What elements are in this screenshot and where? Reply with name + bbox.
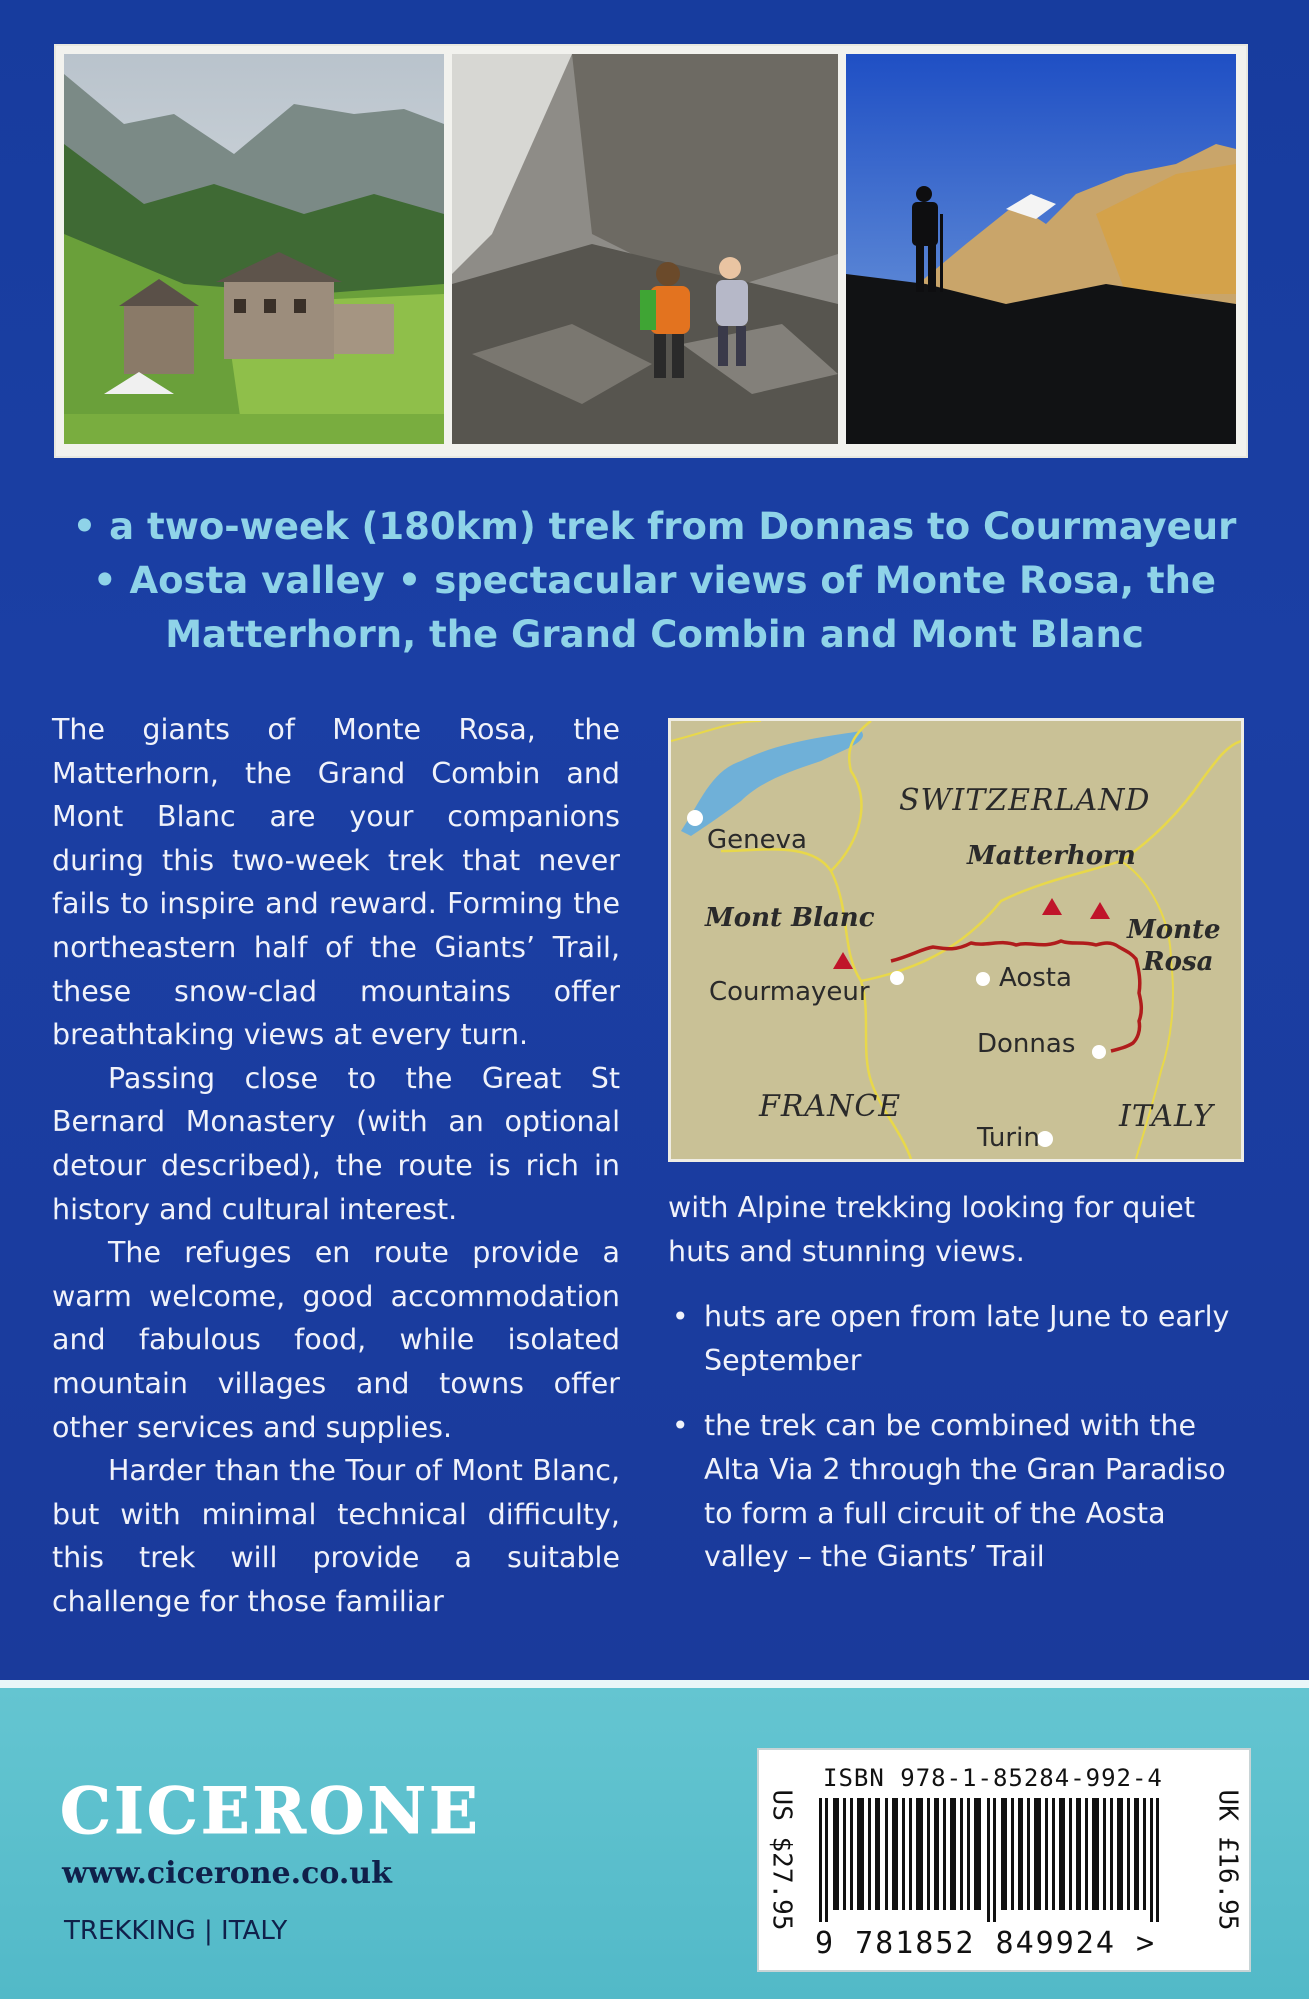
publisher-website[interactable]: www.cicerone.co.uk <box>62 1856 392 1891</box>
label-aosta: Aosta <box>999 963 1072 993</box>
facts-list <box>668 1295 1248 1579</box>
photo-strip <box>54 44 1248 458</box>
matterhorn-marker <box>1042 898 1062 915</box>
label-turin: Turin <box>977 1123 1040 1153</box>
aosta-dot <box>976 972 990 986</box>
label-monte-rosa-2: Rosa <box>1143 947 1214 977</box>
description-paragraph-2: Passing close to the Great St Bernard Monastery (with an optional detour described), the route is rich in history and cultural interest. <box>52 1061 620 1226</box>
price-us-panel <box>759 1750 803 1970</box>
barcode-panel <box>757 1748 1251 1972</box>
price-uk-panel <box>1205 1750 1249 1970</box>
geneva-dot <box>687 810 703 826</box>
fact-text: the trek can be combined with the Alta Via 2 through the Gran Paradiso to form a full circuit of the Aosta valley – the Giants’ Trail <box>704 1409 1226 1574</box>
label-courmayeur: Courmayeur <box>709 977 870 1007</box>
courmayeur-dot <box>890 971 904 985</box>
category-label: TREKKING | ITALY <box>64 1916 288 1946</box>
fact-item <box>668 1295 1248 1382</box>
label-switzerland: SWITZERLAND <box>899 783 1151 818</box>
hiker-silhouette-photo <box>846 54 1236 444</box>
fact-item <box>668 1404 1248 1578</box>
price-uk: UK £16.95 <box>1212 1789 1243 1931</box>
fact-text: huts are open from late June to early September <box>704 1300 1230 1377</box>
label-geneva: Geneva <box>707 825 807 855</box>
alpine-village-photo <box>64 54 444 444</box>
lake-geneva <box>681 731 863 836</box>
highlights-block <box>40 500 1269 662</box>
description-paragraph-3: The refuges en route provide a warm welcome, good accommodation and fabulous food, while isolated mountain villages and towns offer other services and supplies. <box>52 1236 620 1444</box>
price-us: US $27.95 <box>766 1789 797 1931</box>
description-column <box>52 708 620 1623</box>
label-france: FRANCE <box>759 1089 902 1124</box>
barcode-digits: 9 781852 849924 > <box>815 1926 1157 1961</box>
label-donnas: Donnas <box>977 1029 1076 1059</box>
description-paragraph-4: Harder than the Tour of Mont Blanc, but with minimal technical difficulty, this trek will provide a suitable challenge for those familiar <box>52 1454 620 1618</box>
footer-band <box>0 1680 1309 1999</box>
isbn-number: ISBN 978-1-85284-992-4 <box>823 1764 1163 1792</box>
donnas-dot <box>1092 1045 1106 1059</box>
highlight-line-2: • Aosta valley • spectacular views of Monte Rosa, the <box>92 559 1217 602</box>
hikers-on-rocks-photo <box>452 54 838 444</box>
highlight-line-1: • a two-week (180km) trek from Donnas to Courmayeur <box>72 505 1237 548</box>
label-italy: ITALY <box>1119 1099 1214 1134</box>
label-monte-rosa-1: Monte <box>1127 915 1221 945</box>
barcode-icon <box>819 1798 1189 1922</box>
description-paragraph-1: The giants of Monte Rosa, the Matterhorn, the Grand Combin and Mont Blanc are your companions during this two-week trek that never fails to inspire and reward. Forming the northeastern half of the Giants’ Trail, these snow-clad mountains offer breathtaking views at every turn. <box>52 713 620 1052</box>
bullet-icon: • <box>672 1300 689 1334</box>
highlight-line-3: Matterhorn, the Grand Combin and Mont Blanc <box>165 613 1144 656</box>
right-column <box>668 1186 1248 1601</box>
label-mont-blanc: Mont Blanc <box>705 903 875 933</box>
route-map <box>668 718 1244 1162</box>
monte-rosa-marker <box>1090 902 1110 919</box>
bullet-icon: • <box>672 1409 689 1443</box>
description-continuation: with Alpine trekking looking for quiet huts and stunning views. <box>668 1191 1195 1268</box>
label-matterhorn: Matterhorn <box>967 841 1136 871</box>
publisher-logo: CICERONE <box>60 1774 481 1849</box>
